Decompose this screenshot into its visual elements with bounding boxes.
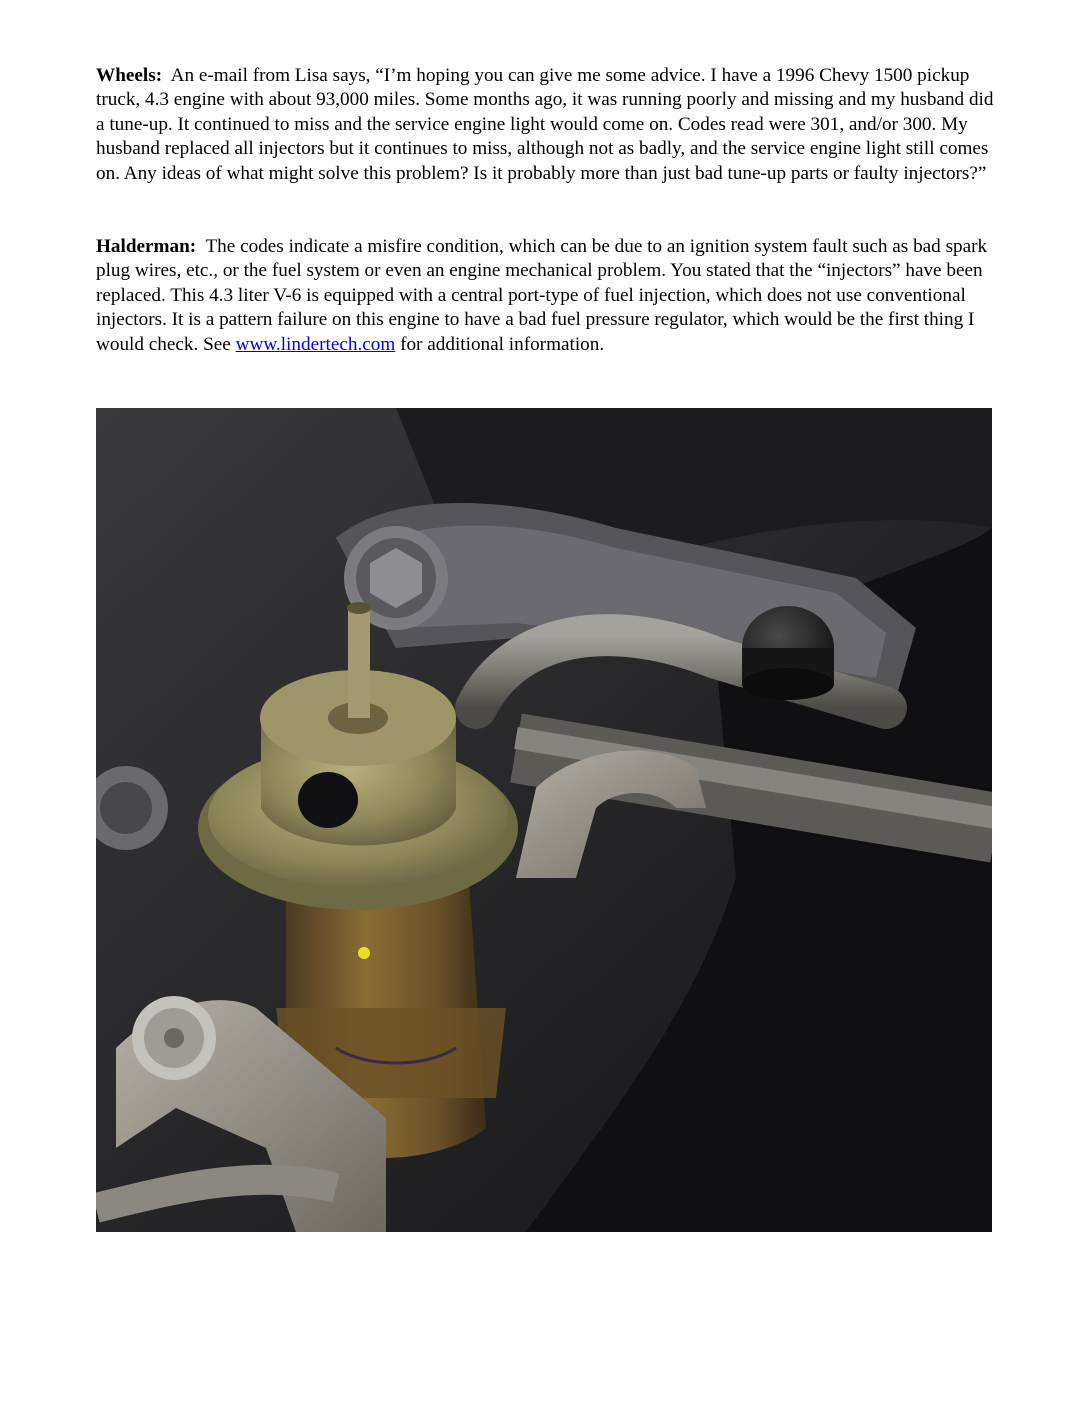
halderman-paragraph <box>96 235 996 357</box>
halderman-answer-tail: for additional information. <box>395 333 605 355</box>
speaker-halderman: Halderman: <box>96 236 197 257</box>
halderman-answer-text: The codes indicate a misfire condition, which can be due to an ignition system fault such as bad spark plug wires, etc., or the fuel system or even an engine mechanical problem. You stated that the “injectors” have been replaced. This 4.3 liter V-6 is equipped with a central port-type of fuel injection, which does not use conventional injectors. It is a pattern failure on this engine to have a bad fuel pressure regulator, which would be the first thing I would check. See <box>96 236 988 355</box>
wheels-question-text: An e-mail from Lisa says, “I’m hoping you can give me some advice. I have a 1996 Chevy 1500 pickup truck, 4.3 engine with about 93,000 miles. Some months ago, it was running poorly and missing and my husband did a tune-up. It continued to miss and the service engine light would come on. Codes read were 301, and/or 300. My husband replaced all injectors but it continues to miss, although not as badly, and the service engine light still comes on. Any ideas of what might solve this problem? Is it probably more than just bad tune-up parts or faulty injectors?” <box>96 65 994 184</box>
engine-photo <box>96 408 992 1232</box>
speaker-wheels: Wheels: <box>96 65 163 86</box>
lindertech-link[interactable]: www.lindertech.com <box>235 333 396 355</box>
wheels-paragraph <box>96 64 996 186</box>
